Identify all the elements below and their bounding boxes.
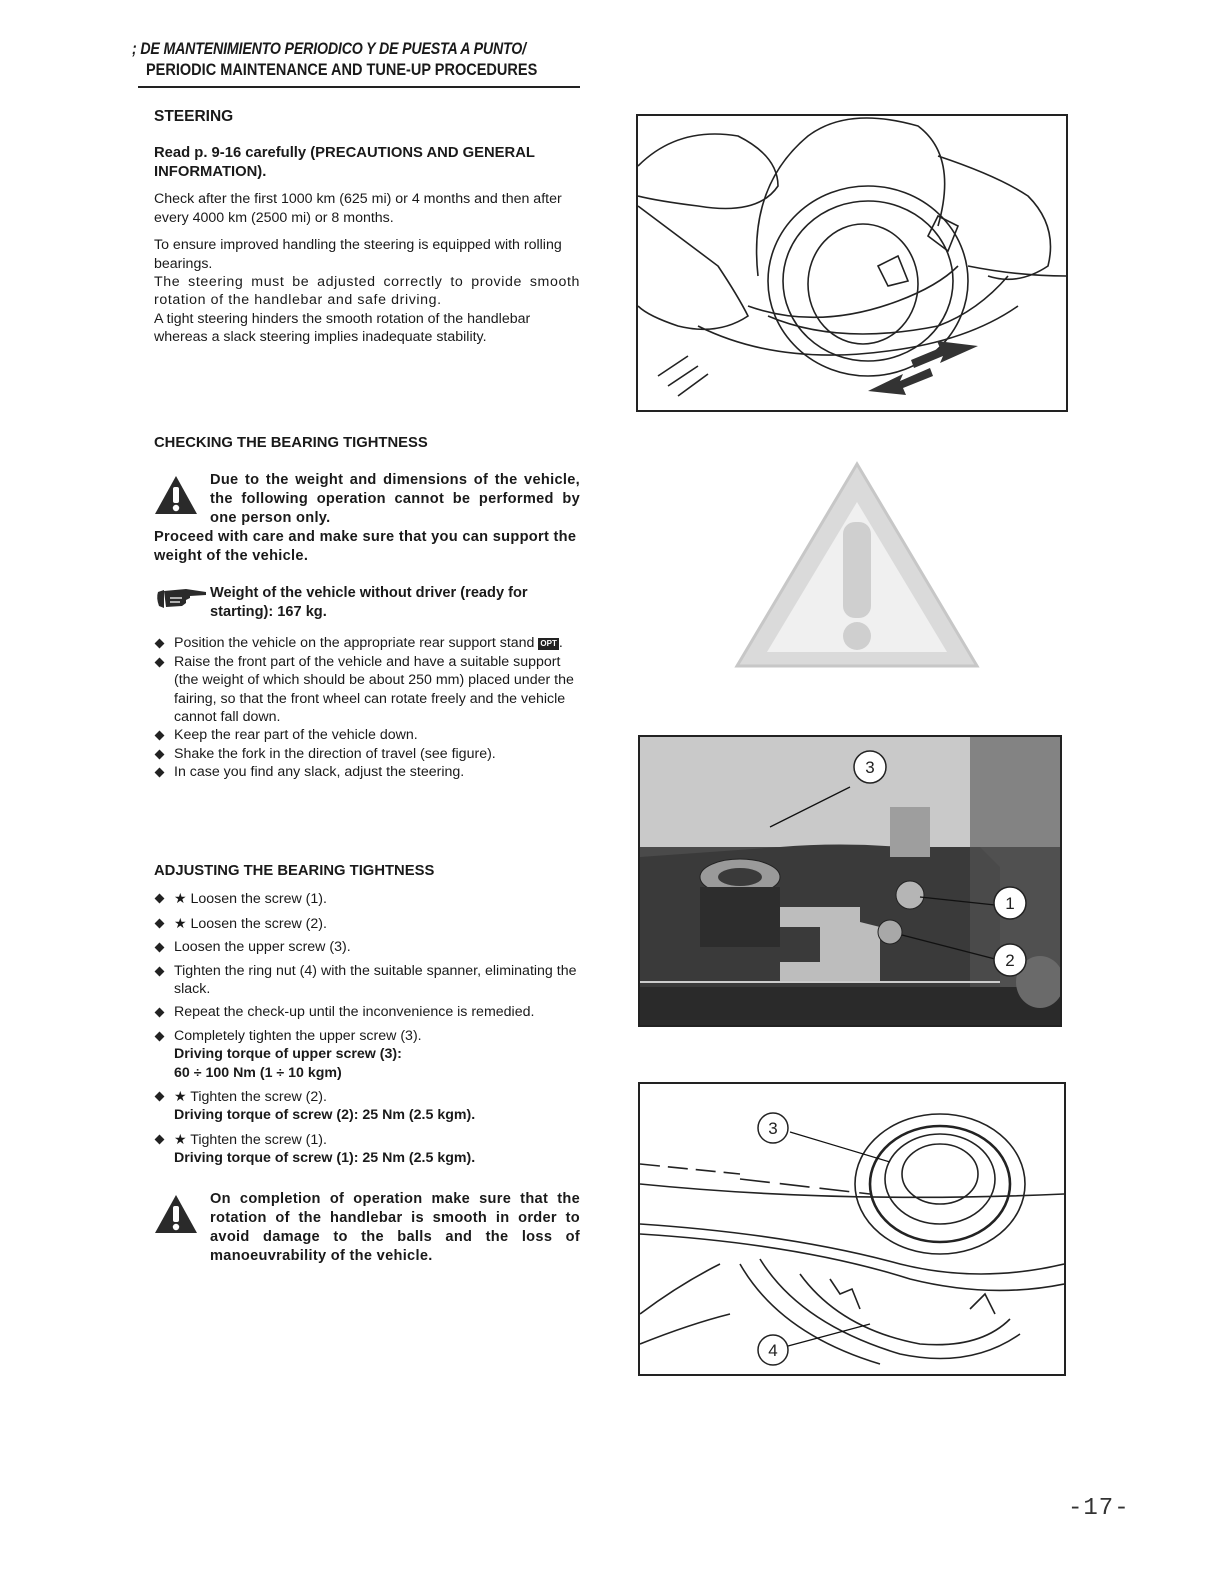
bullet-diamond-icon xyxy=(155,966,165,976)
torque-spec-upper-screw: Driving torque of upper screw (3): xyxy=(174,1046,402,1063)
checking-step: Shake the fork in the direction of travel (see figure). xyxy=(154,745,580,763)
checking-section xyxy=(154,434,580,782)
star-icon: ★ xyxy=(174,1130,187,1147)
callout-label-2: 2 xyxy=(1005,951,1015,970)
bullet-diamond-icon xyxy=(155,768,165,778)
header-divider xyxy=(138,86,580,88)
adjusting-step: ★ Tighten the screw (1). Driving torque of screw (1): 25 Nm (2.5 kgm). xyxy=(154,1130,580,1168)
fork-shake-illustration xyxy=(638,116,1066,410)
bleed-through-warning-icon xyxy=(733,460,981,670)
star-icon: ★ xyxy=(174,914,187,931)
page-number: -17- xyxy=(1068,1495,1130,1522)
torque-spec-screw-1: Driving torque of screw (1): 25 Nm (2.5 kgm). xyxy=(174,1150,476,1167)
steering-para-1: To ensure improved handling the steering is equipped with rolling bearings. xyxy=(154,237,562,272)
callout-label-1: 1 xyxy=(1005,894,1015,913)
warning-triangle-icon xyxy=(154,1194,198,1234)
star-icon: ★ xyxy=(174,1088,187,1105)
figure-ring-nut-drawing xyxy=(638,1082,1066,1376)
vehicle-weight-note: Weight of the vehicle without driver (ready for starting): 167 kg. xyxy=(210,585,528,621)
bullet-diamond-icon xyxy=(155,918,165,928)
adjusting-section xyxy=(154,862,580,1266)
steering-para-3: A tight steering hinders the smooth rotation of the handlebar whereas a slack steering implies inadequate stability. xyxy=(154,310,531,346)
checking-step: Keep the rear part of the vehicle down. xyxy=(154,726,580,744)
checking-step: In case you find any slack, adjust the steering. xyxy=(154,763,580,781)
adjusting-step: Loosen the upper screw (3). xyxy=(154,938,580,956)
adjusting-step: Completely tighten the upper screw (3). Driving torque of upper screw (3): 60 ÷ 100 Nm (1 ÷ 10 kgm) xyxy=(154,1027,580,1082)
page-header xyxy=(132,40,587,80)
ring-nut-illustration xyxy=(640,1084,1064,1374)
callout-label-3: 3 xyxy=(865,758,875,777)
warning-triangle-icon xyxy=(154,475,198,515)
optional-tool-badge: OPT xyxy=(540,638,557,648)
bullet-diamond-icon xyxy=(155,749,165,759)
adjusting-step: Repeat the check-up until the inconvenience is remedied. xyxy=(154,1003,580,1021)
warning-text-support-weight: Proceed with care and make sure that you can support the weight of the vehicle. xyxy=(154,529,577,565)
torque-value-upper-screw: 60 ÷ 100 Nm (1 ÷ 10 kgm) xyxy=(174,1064,342,1081)
warning-text-one-person: Due to the weight and dimensions of the vehicle, the following operation cannot be performed by one person only. xyxy=(210,472,580,527)
bullet-diamond-icon xyxy=(155,657,165,667)
section-heading-checking: CHECKING THE BEARING TIGHTNESS xyxy=(154,435,428,451)
completion-warning-text: On completion of operation make sure that the rotation of the handlebar is smooth in order to avoid damage to the balls and the loss of manoeuvrability of the vehicle. xyxy=(210,1190,580,1264)
warning-block-weight xyxy=(154,471,580,566)
warning-block-completion xyxy=(154,1190,580,1266)
bullet-diamond-icon xyxy=(155,1008,165,1018)
header-title-spanish: ; DE MANTENIMIENTO PERIODICO Y DE PUESTA A PUNTO/ xyxy=(132,40,526,58)
checking-step: Position the vehicle on the appropriate rear support stand OPT . xyxy=(154,634,580,652)
adjusting-steps-list xyxy=(154,889,580,1167)
figure-fork-shake xyxy=(636,114,1068,412)
star-icon: ★ xyxy=(174,890,187,907)
figure-steering-head-photo xyxy=(638,735,1062,1027)
adjusting-step: ★ Loosen the screw (2). xyxy=(154,914,580,933)
section-heading-steering: STEERING xyxy=(154,108,234,125)
checking-steps-list xyxy=(154,634,580,781)
steering-para-2: The steering must be adjusted correctly to provide smooth rotation of the handlebar and safe driving. xyxy=(154,274,580,309)
bullet-diamond-icon xyxy=(155,639,165,649)
adjusting-step: Tighten the ring nut (4) with the suitable spanner, eliminating the slack. xyxy=(154,962,580,999)
note-block-vehicle-weight xyxy=(154,584,580,622)
bullet-diamond-icon xyxy=(155,943,165,953)
section-heading-adjusting: ADJUSTING THE BEARING TIGHTNESS xyxy=(154,863,435,879)
pointing-hand-icon xyxy=(156,586,208,610)
bullet-diamond-icon xyxy=(155,1092,165,1102)
callout-label-3: 3 xyxy=(768,1119,778,1138)
checking-step: Raise the front part of the vehicle and have a suitable support (the weight of which should be about 250 mm) placed under the fairing, so that the front wheel can rotate freely and the vehicle cannot fall down. xyxy=(154,653,580,727)
header-title-english: PERIODIC MAINTENANCE AND TUNE-UP PROCEDURES xyxy=(146,61,538,79)
read-precautions-note: Read p. 9-16 carefully (PRECAUTIONS AND GENERAL INFORMATION). xyxy=(154,145,535,181)
steering-section xyxy=(154,108,580,347)
bullet-diamond-icon xyxy=(155,1031,165,1041)
adjusting-step: ★ Loosen the screw (1). xyxy=(154,889,580,908)
bullet-diamond-icon xyxy=(155,894,165,904)
callout-label-4: 4 xyxy=(768,1341,778,1360)
bullet-diamond-icon xyxy=(155,1134,165,1144)
bullet-diamond-icon xyxy=(155,731,165,741)
torque-spec-screw-2: Driving torque of screw (2): 25 Nm (2.5 kgm). xyxy=(174,1107,476,1124)
adjusting-step: ★ Tighten the screw (2). Driving torque of screw (2): 25 Nm (2.5 kgm). xyxy=(154,1087,580,1125)
steering-head-photo xyxy=(640,737,1060,1025)
check-interval-text: Check after the first 1000 km (625 mi) or 4 months and then after every 4000 km (2500 mi) or 8 months. xyxy=(154,191,562,226)
